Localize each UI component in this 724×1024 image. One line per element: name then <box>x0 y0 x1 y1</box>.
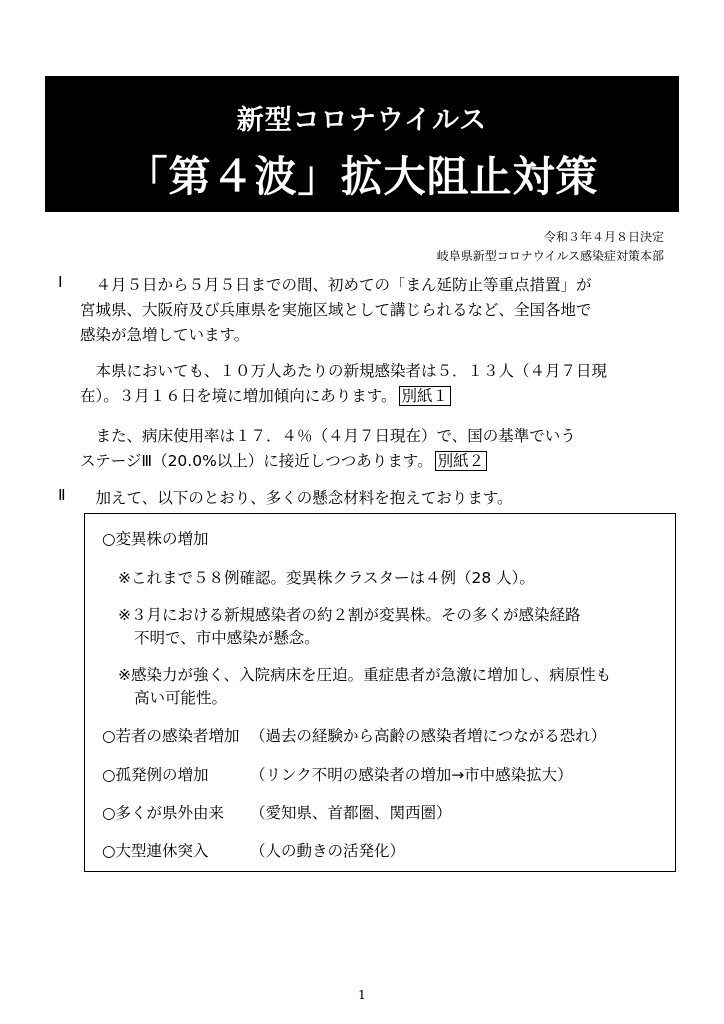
variant-note-1: ※これまで５８例確認。変異株クラスターは４例（28 人）。 <box>118 569 535 587</box>
appendix-2-ref: 別紙２ <box>435 451 488 471</box>
concern-variant-increase: ○変異株の増加 <box>102 530 209 548</box>
section-2-intro: 加えて、以下のとおり、多くの懸念材料を抱えております。 <box>80 489 513 507</box>
title-line-1: 新型コロナウイルス <box>236 105 488 136</box>
appendix-1-ref: 別紙１ <box>399 386 452 406</box>
section-1-p1-line-3: 感染が急増しています。 <box>80 326 250 344</box>
concern-row-label: ○孤発例の増加 <box>102 766 209 784</box>
concern-row-detail: （愛知県、首都圏、関西圏） <box>250 804 452 822</box>
section-1-p3-text: ステージⅢ（20.0%以上）に接近しつつあります。 <box>80 452 433 470</box>
title-banner <box>45 76 679 212</box>
concern-row-detail: （リンク不明の感染者の増加→市中感染拡大） <box>250 766 573 784</box>
section-1-p3-line-2 <box>80 449 487 471</box>
section-1-p2-text: 在）。３月１６日を境に増加傾向にあります。 <box>80 387 397 405</box>
concern-row-detail: （人の動きの活発化） <box>250 842 406 860</box>
variant-note-2: ※３月における新規感染者の約２割が変異株。その多くが感染経路 <box>118 606 581 624</box>
section-2-marker: Ⅱ <box>58 486 66 504</box>
section-1-marker: Ⅰ <box>58 273 63 291</box>
section-1-p1-line-1: ４月５日から５月５日までの間、初めての「まん延防止等重点措置」が <box>80 276 592 294</box>
concern-row-label: ○多くが県外由来 <box>102 804 225 822</box>
section-1-p3-line-1: また、病床使用率は１７．４％（４月７日現在）で、国の基準でいう <box>80 427 576 445</box>
concern-row-detail: （過去の経験から高齢の感染者増につながる恐れ） <box>250 727 607 745</box>
variant-note-3-cont: 高い可能性。 <box>134 689 228 707</box>
variant-note-3: ※感染力が強く、入院病床を圧迫。重症患者が急激に増加し、病原性も <box>118 666 612 684</box>
concern-row-label: ○大型連休突入 <box>102 842 209 860</box>
decision-date: 令和３年４月８日決定 <box>543 230 664 244</box>
concern-row-label: ○若者の感染者増加 <box>102 727 240 745</box>
title-line-2: 「第４波」拡大阻止対策 <box>125 152 599 201</box>
variant-note-2-cont: 不明で、市中感染が懸念。 <box>134 629 320 647</box>
section-1-p1-line-2: 宮城県、大阪府及び兵庫県を実施区域として講じられるなど、全国各地で <box>80 301 592 319</box>
issuing-org: 岐阜県新型コロナウイルス感染症対策本部 <box>436 249 664 263</box>
page-number: 1 <box>358 988 366 1002</box>
section-1-p2-line-1: 本県においても、１０万人あたりの新規感染者は５．１３人（４月７日現 <box>80 362 608 380</box>
section-1-p2-line-2 <box>80 384 451 406</box>
